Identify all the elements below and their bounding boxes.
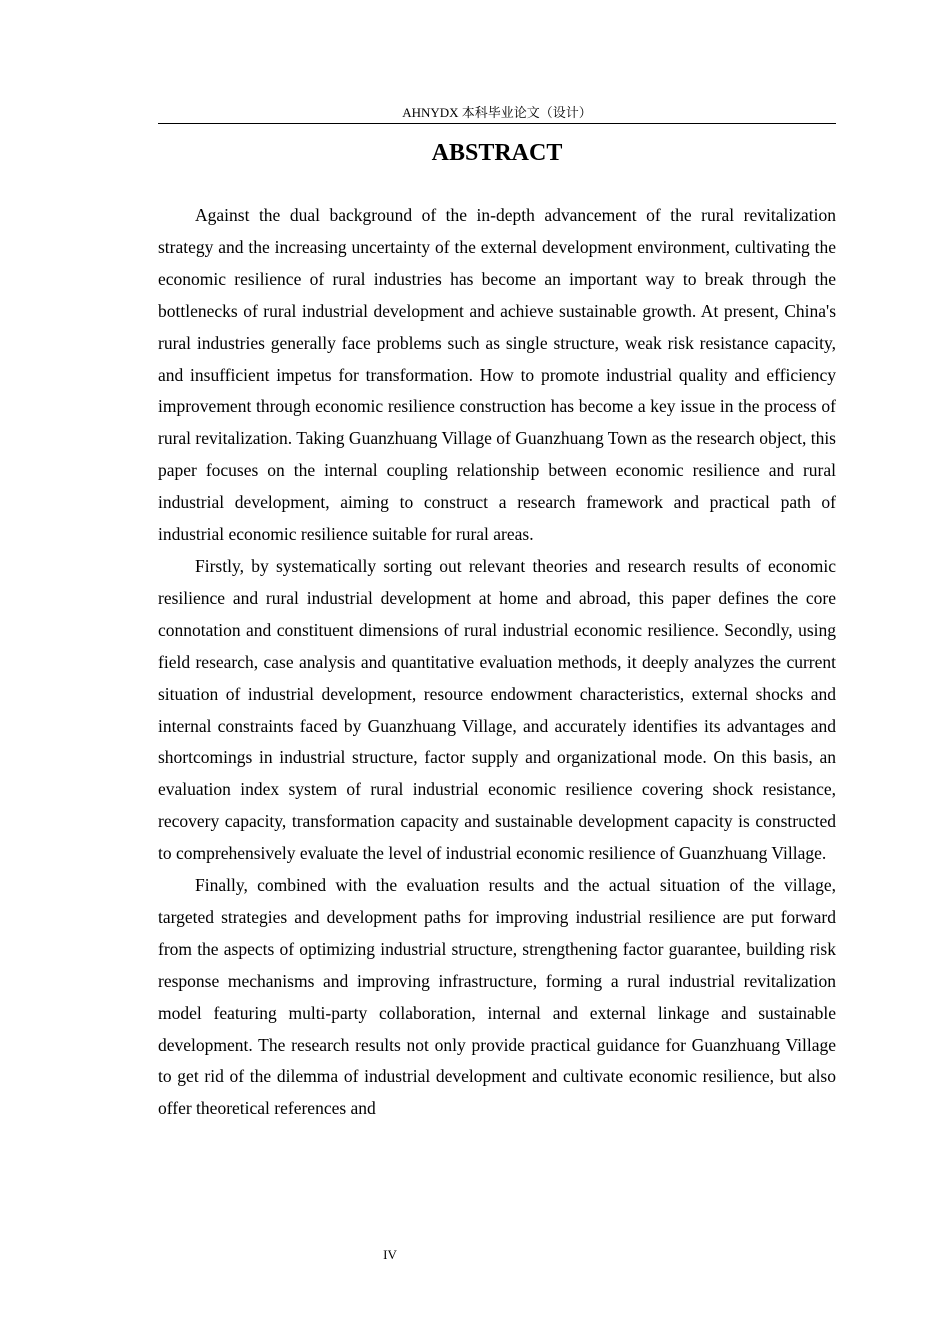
abstract-paragraph-2: Firstly, by systematically sorting out relevant theories and research results of economic resilience and rural industrial development at home and abroad, this paper defines the core connotation and constituent dimensions of rural industrial economic resilience. Secondly, using field research, case analysis and quantitative evaluation methods, it deeply analyzes the current situation of industrial development, resource endowment characteristics, external shocks and internal constraints faced by Guanzhuang Village, and accurately identifies its advantages and shortcomings in industrial structure, factor supply and organizational mode. On this basis, an evaluation index system of rural industrial economic resilience covering shock resistance, recovery capacity, transformation capacity and sustainable development capacity is constructed to comprehensively evaluate the level of industrial economic resilience of Guanzhuang Village. <box>158 555 836 864</box>
running-header: AHNYDX 本科毕业论文（设计） <box>402 105 592 120</box>
page-number: IV <box>383 1247 397 1262</box>
abstract-paragraph-1: Against the dual background of the in-depth advancement of the rural revitalization strategy and the increasing uncertainty of the external development environment, cultivating the economic resilience of rural industries has become an important way to break through the bottlenecks of rural industrial development and achieve sustainable growth. At present, China's rural industries generally face problems such as single structure, weak risk resistance capacity, and insufficient impetus for transformation. How to promote industrial quality and efficiency improvement through economic resilience construction has become a key issue in the process of rural revitalization. Taking Guanzhuang Village of Guanzhuang Town as the research object, this paper focuses on the internal coupling relationship between economic resilience and rural industrial development, aiming to construct a research framework and practical path of industrial economic resilience suitable for rural areas. <box>158 205 836 545</box>
abstract-title: ABSTRACT <box>431 140 563 166</box>
abstract-body <box>158 200 836 1125</box>
abstract-paragraph-3: Finally, combined with the evaluation results and the actual situation of the village, targeted strategies and development paths for improving industrial resilience are put forward from the aspects of optimizing industrial structure, strengthening factor guarantee, building risk response mechanisms and improving infrastructure, forming a rural industrial revitalization model featuring multi-party collaboration, internal and external linkage and sustainable development. The research results not only provide practical guidance for Guanzhuang Village to get rid of the dilemma of industrial development and cultivate economic resilience, but also offer theoretical references and <box>158 875 836 1119</box>
header-rule <box>158 123 836 124</box>
